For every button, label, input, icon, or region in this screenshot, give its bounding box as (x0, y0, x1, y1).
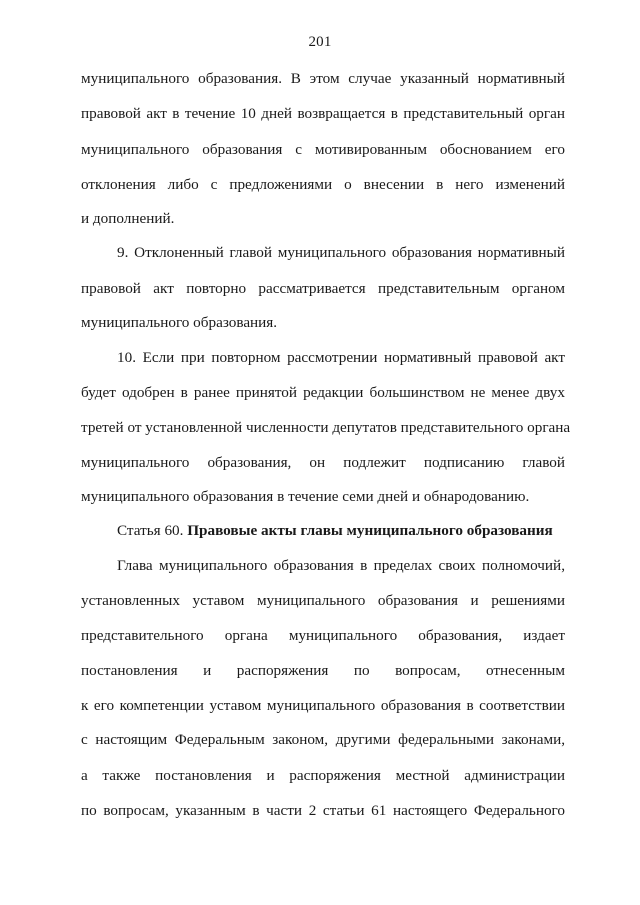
paragraph-line: правовой акт повторно рассматривается представительным органом (81, 280, 565, 297)
paragraph-line: и дополнений. (81, 210, 175, 227)
paragraph-line: а также постановления и распоряжения местной администрации (81, 767, 565, 784)
paragraph-line: муниципального образования, он подлежит подписанию главой (81, 454, 565, 471)
paragraph-line: третей от установленной численности депутатов представительного органа (81, 419, 571, 436)
paragraph-line: по вопросам, указанным в части 2 статьи 61 настоящего Федерального (81, 802, 565, 819)
paragraph-line: правовой акт в течение 10 дней возвращается в представительный орган (81, 105, 565, 122)
paragraph-line: с настоящим Федеральным законом, другими федеральными законами, (81, 731, 565, 748)
paragraph-line: муниципального образования в течение семи дней и обнародованию. (81, 488, 530, 505)
article-number: Статья 60. (117, 522, 184, 539)
paragraph-line: 9. Отклоненный главой муниципального образования нормативный (117, 244, 565, 261)
paragraph-line: отклонения либо с предложениями о внесении в него изменений (81, 176, 565, 193)
article-heading (117, 522, 565, 540)
paragraph-line: постановления и распоряжения по вопросам, отнесенным (81, 662, 565, 679)
paragraph-line: к его компетенции уставом муниципального образования в соответствии (81, 697, 565, 714)
paragraph-line: будет одобрен в ранее принятой редакции большинством не менее двух (81, 384, 565, 401)
paragraph-line: муниципального образования. (81, 314, 278, 331)
paragraph-line: муниципального образования с мотивированным обоснованием его (81, 141, 565, 158)
paragraph-line: муниципального образования. В этом случае указанный нормативный (81, 70, 565, 87)
paragraph-line: представительного органа муниципального образования, издает (81, 627, 565, 644)
article-title: Правовые акты главы муниципального образования (187, 522, 553, 539)
paragraph-line: Глава муниципального образования в пределах своих полномочий, (117, 557, 565, 574)
page-number: 201 (308, 34, 332, 50)
paragraph-line: 10. Если при повторном рассмотрении нормативный правовой акт (117, 349, 565, 366)
paragraph-line: установленных уставом муниципального образования и решениями (81, 592, 565, 609)
